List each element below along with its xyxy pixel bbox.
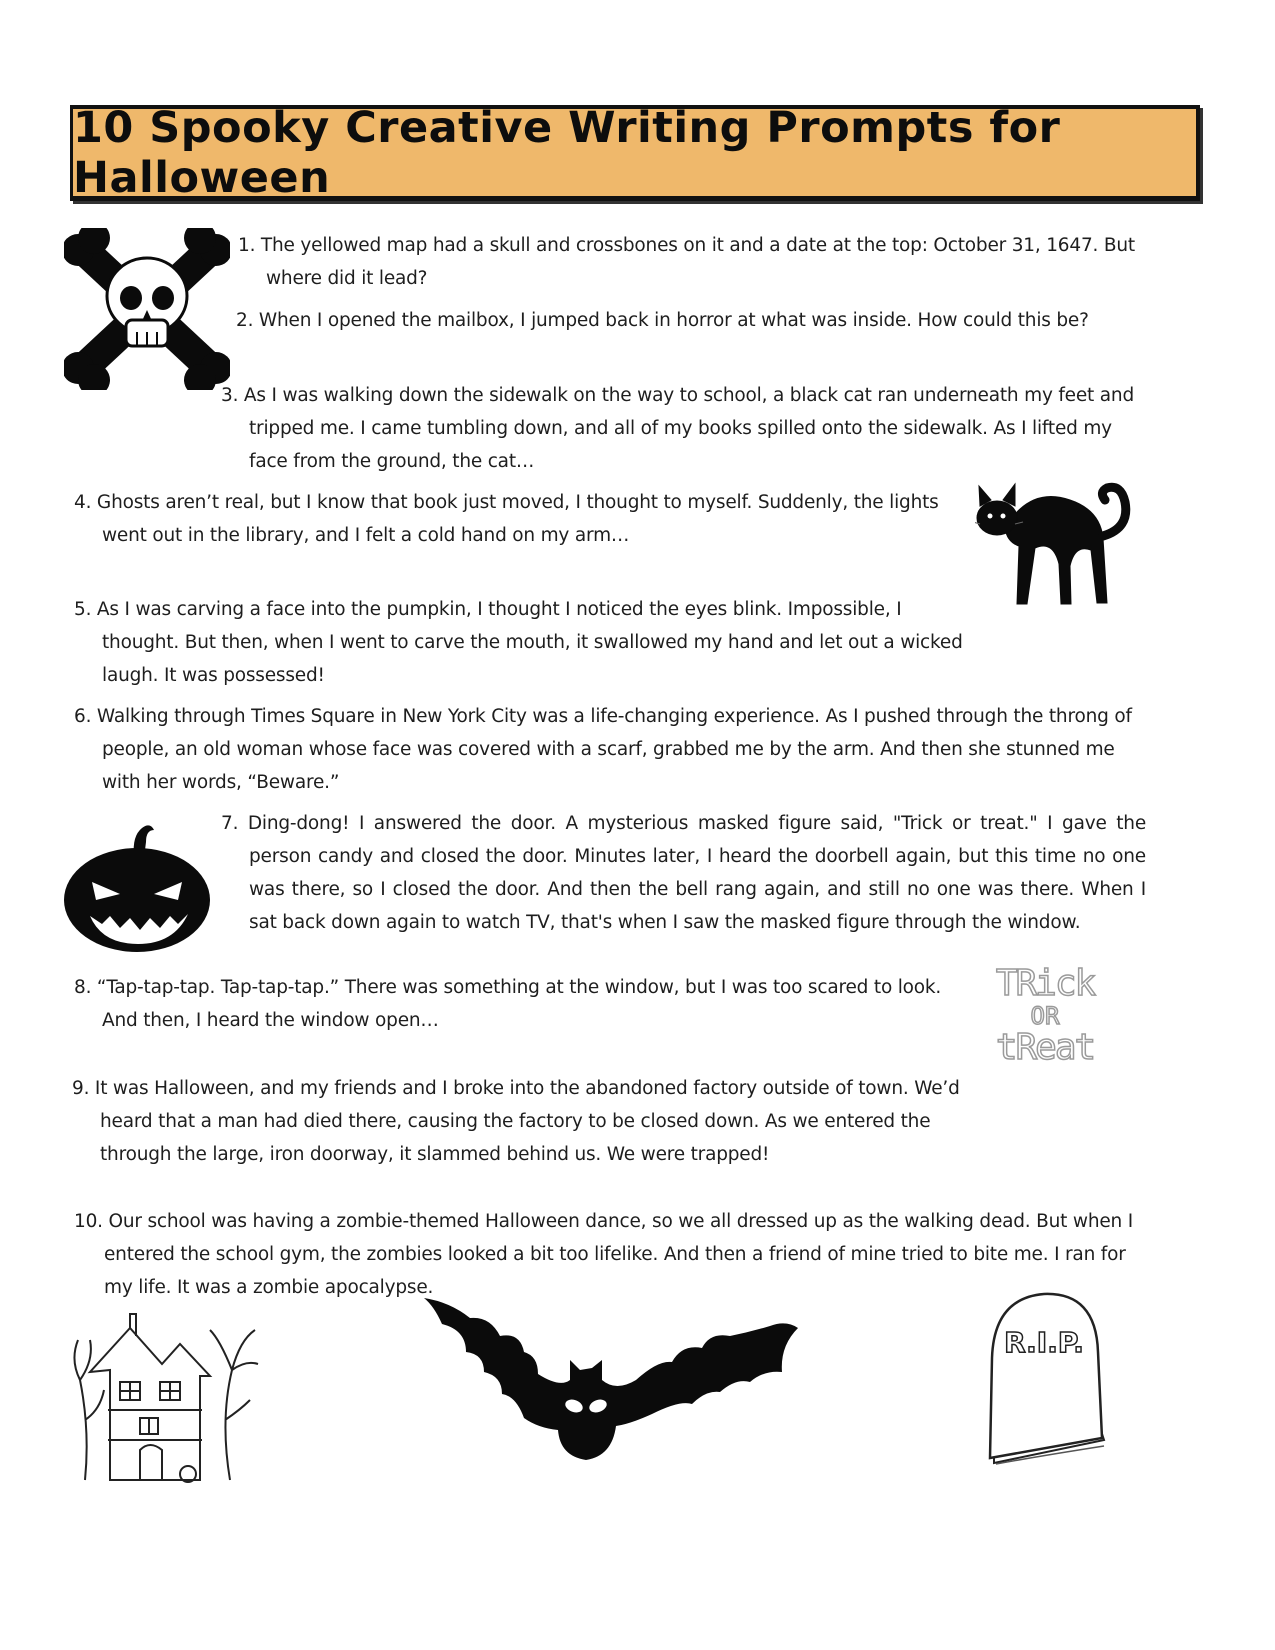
treat-text: tReat (995, 1027, 1095, 1068)
tombstone-icon (980, 1288, 1110, 1468)
trick-or-treat-art (985, 963, 1105, 1068)
pumpkin-icon (62, 820, 212, 955)
black-cat-icon (975, 478, 1140, 613)
bat-icon (420, 1296, 800, 1466)
rip-text: R.I.P. (1004, 1326, 1084, 1359)
prompt-6: 6. Walking through Times Square in New York City was a life-changing experience. As I pushed through the throng of people, an old woman whose face was covered with a scarf, grabbed me by the arm. And then she stunned me with her words, “Beware.” (74, 706, 1132, 793)
title-banner (70, 102, 1200, 203)
prompt-3: 3. As I was walking down the sidewalk on the way to school, a black cat ran underneath my feet and tripped me. I came tumbling down, and all of my books spilled onto the sidewalk. As I lifted my face from the ground, the cat… (221, 385, 1134, 472)
prompt-4: 4. Ghosts aren’t real, but I know that book just moved, I thought to myself. Suddenly, the lights went out in the library, and I felt a cold hand on my arm… (74, 492, 939, 546)
page-title: 10 Spooky Creative Writing Prompts for Halloween (73, 102, 1061, 203)
prompt-10: 10. Our school was having a zombie-themed Halloween dance, so we all dressed up as the walking dead. But when I entered the school gym, the zombies looked a bit too lifelike. And then a friend of mine tried to bite me. I ran for my life. It was a zombie apocalypse. (74, 1211, 1134, 1298)
prompt-2: 2. When I opened the mailbox, I jumped back in horror at what was inside. How could this be? (236, 310, 1089, 331)
prompt-9: 9. It was Halloween, and my friends and I broke into the abandoned factory outside of town. We’d heard that a man had died there, causing the factory to be closed down. As we entered the through the large, iron doorway, it slammed behind us. We were trapped! (72, 1078, 960, 1165)
prompt-7: 7. Ding-dong! I answered the door. A mysterious masked figure said, "Trick or treat." I gave the person candy and closed the door. Minutes later, I heard the doorbell again, but this time no one was there, so I closed the door. And then the bell rang again, and still no one was there. When I sat back down again to watch TV, that's when I saw the masked figure through the window. (221, 813, 1146, 933)
skull-crossbones-icon (64, 228, 230, 390)
or-text: OR (1030, 1002, 1060, 1030)
haunted-house-icon (70, 1300, 260, 1485)
prompt-8: 8. “Tap-tap-tap. Tap-tap-tap.” There was something at the window, but I was too scared to look. And then, I heard the window open… (74, 977, 942, 1031)
prompt-5: 5. As I was carving a face into the pumpkin, I thought I noticed the eyes blink. Impossible, I thought. But then, when I went to carve the mouth, it swallowed my hand and let out a wicked laugh. It was possessed! (74, 599, 963, 686)
trick-text: TRick (995, 963, 1095, 1004)
prompt-1: 1. The yellowed map had a skull and crossbones on it and a date at the top: October 31, 1647. But where did it lead? (238, 235, 1135, 289)
